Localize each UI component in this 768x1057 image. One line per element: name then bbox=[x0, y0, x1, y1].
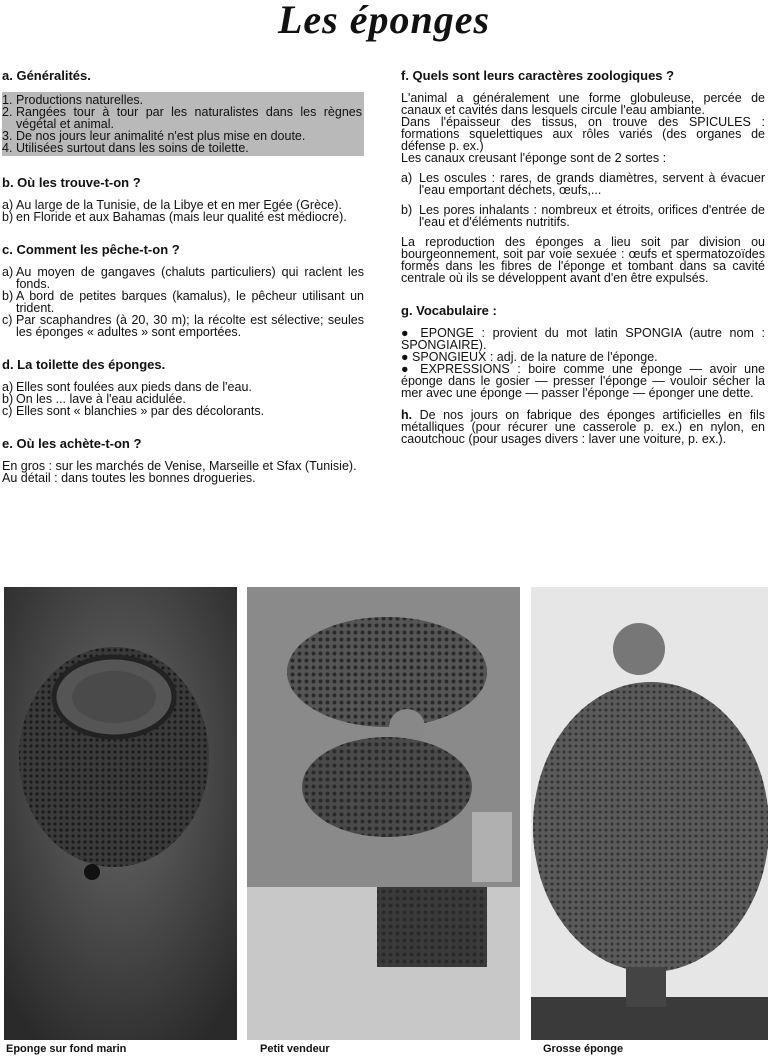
bullet-icon: ● bbox=[401, 362, 413, 376]
section-c-heading: c. Comment les pêche-t-on ? bbox=[2, 242, 180, 257]
photo-strip bbox=[0, 587, 768, 1057]
paragraph: La reproduction des éponges a lieu soit par division ou bourgeonnement, soit par voie sexuée : œufs et spermatozoïdes formés dans les fibres de l'éponge et tombant dans sa cavité centrale où ils se développent avant d'en être expulsés. bbox=[401, 235, 765, 285]
section-a bbox=[2, 70, 364, 156]
wholesale-text: En gros : sur les marchés de Venise, Marseille et Sfax (Tunisie). bbox=[2, 459, 357, 473]
section-h-label: h. bbox=[401, 408, 413, 422]
list-item: b) Les pores inhalants : nombreux et étroits, orifices d'entrée de l'eau et d'éléments nutritifs. bbox=[401, 203, 765, 229]
list-item: a) Au large de la Tunisie, de la Libye et en mer Egée (Grèce). bbox=[2, 198, 342, 212]
vocab-item: ● EXPRESSIONS : boire comme une éponge — avoir une éponge dans le gosier — presser l'éponge — vouloir sécher la mer avec une éponge — passer l'éponge — éponger une dette. bbox=[401, 362, 765, 400]
paragraph: L'animal a généralement une forme globuleuse, percée de canaux et cavités dans lesquels circule l'eau ambiante. bbox=[401, 91, 765, 117]
big-sponge-photo bbox=[531, 587, 768, 1040]
section-f bbox=[401, 70, 765, 284]
bullet-icon: ● bbox=[401, 326, 413, 340]
section-h-text: De nos jours on fabrique des éponges artificielles en fils métalliques (pour récurer une casserole p. ex.) en nylon, en caoutchouc (pour usages divers : laver une voiture, p. ex.). bbox=[401, 408, 765, 446]
right-column bbox=[401, 70, 765, 466]
section-g bbox=[401, 305, 765, 399]
list-item: a) Au moyen de gangaves (chaluts particuliers) qui raclent les fonds. bbox=[2, 265, 364, 291]
sponge-seafloor-photo bbox=[4, 587, 237, 1040]
section-d-heading: d. La toilette des éponges. bbox=[2, 357, 166, 372]
list-item: 4. Utilisées surtout dans les soins de toilette. bbox=[2, 141, 249, 155]
paragraph: Dans l'épaisseur des tissus, on trouve des SPICULES : formations squelettiques aux rôles variés (des organes de défense p. ex.) bbox=[401, 115, 765, 153]
little-vendor-photo bbox=[247, 587, 520, 1040]
list-item: 2. Rangées tour à tour par les naturalistes dans les règnes végétal et animal. bbox=[2, 105, 362, 131]
section-d bbox=[2, 359, 364, 417]
section-h bbox=[401, 409, 765, 445]
list-item: b) On les ... lave à l'eau acidulée. bbox=[2, 392, 186, 406]
list-item: 1. Productions naturelles. bbox=[2, 93, 144, 107]
vocab-item: ● SPONGIEUX : adj. de la nature de l'éponge. bbox=[401, 350, 658, 364]
section-e-heading: e. Où les achète-t-on ? bbox=[2, 436, 142, 451]
list-item: b) A bord de petites barques (kamalus), le pêcheur utilisant un trident. bbox=[2, 289, 364, 315]
list-item: a) Elles sont foulées aux pieds dans de l'eau. bbox=[2, 380, 252, 394]
list-item: c) Elles sont « blanchies » par des décolorants. bbox=[2, 404, 265, 418]
caption-photo-3: Grosse éponge bbox=[543, 1043, 624, 1055]
list-item: a) Les oscules : rares, de grands diamètres, servent à évacuer l'eau emportant déchets, œufs,... bbox=[401, 171, 765, 197]
page-title: Les éponges bbox=[277, 0, 491, 42]
generalites-box bbox=[2, 92, 364, 156]
section-c bbox=[2, 244, 364, 338]
section-e bbox=[2, 438, 364, 484]
section-a-heading: a. Généralités. bbox=[2, 68, 91, 83]
paragraph: Les canaux creusant l'éponge sont de 2 sortes : bbox=[401, 151, 667, 165]
section-b-heading: b. Où les trouve-t-on ? bbox=[2, 175, 141, 190]
caption-photo-1: Eponge sur fond marin bbox=[6, 1043, 127, 1055]
list-item: c) Par scaphandres (à 20, 30 m); la récolte est sélective; seules les éponges « adultes » sont emportées. bbox=[2, 313, 364, 339]
section-f-heading: f. Quels sont leurs caractères zoologiques ? bbox=[401, 68, 675, 83]
list-item: b) en Floride et aux Bahamas (mais leur qualité est médiocre). bbox=[2, 210, 347, 224]
vocab-item: ● EPONGE : provient du mot latin SPONGIA (autre nom : SPONGIAIRE). bbox=[401, 326, 765, 352]
list-item: 3. De nos jours leur animalité n'est plus mise en doute. bbox=[2, 129, 306, 143]
bullet-icon: ● bbox=[401, 350, 409, 364]
section-g-heading: g. Vocabulaire : bbox=[401, 303, 497, 318]
left-column bbox=[2, 70, 364, 505]
caption-photo-2: Petit vendeur bbox=[260, 1043, 330, 1055]
section-b bbox=[2, 177, 364, 223]
retail-text: Au détail : dans toutes les bonnes drogueries. bbox=[2, 471, 256, 485]
